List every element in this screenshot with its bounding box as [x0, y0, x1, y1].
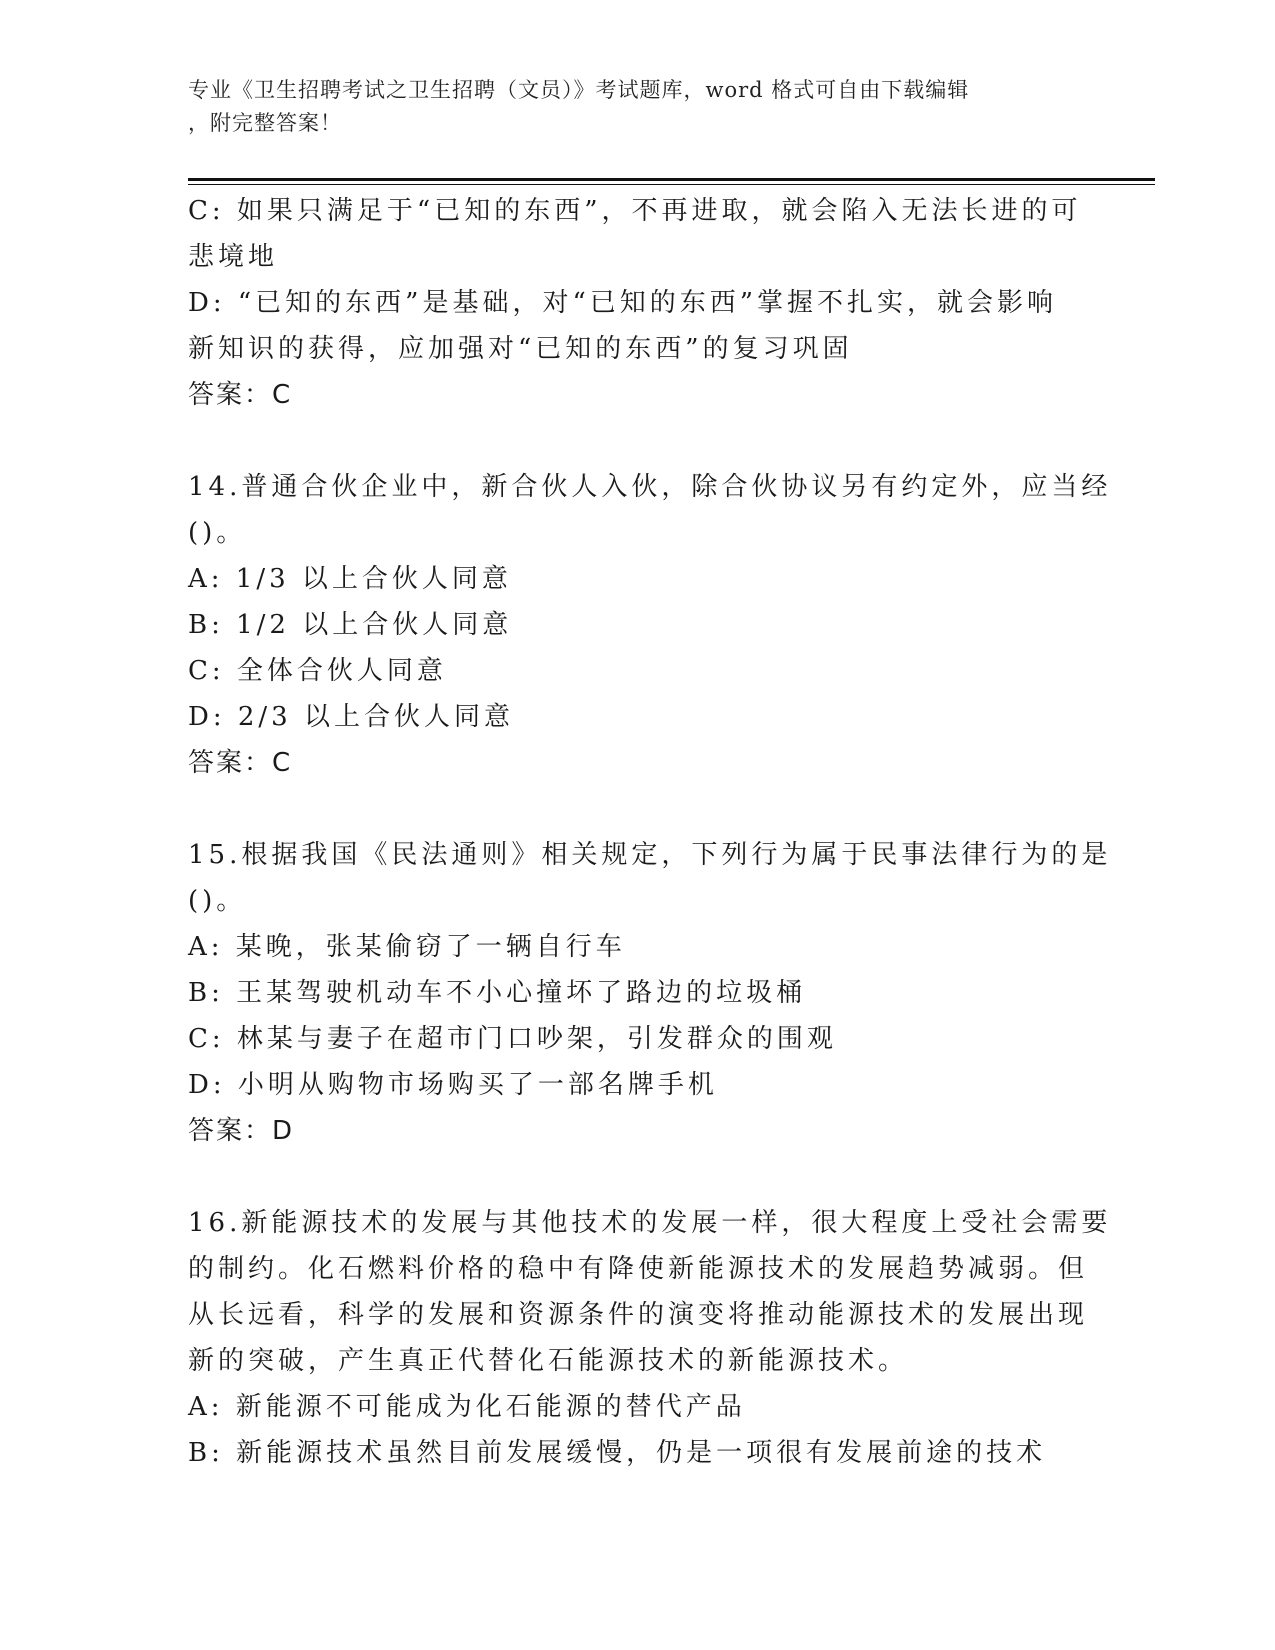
option-d: D: 小明从购物市场购买了一部名牌手机	[188, 1070, 718, 1100]
option-b: B: 新能源技术虽然目前发展缓慢，仍是一项很有发展前途的技术	[188, 1438, 1047, 1468]
page-header	[188, 74, 1088, 140]
option-c-line-2: 悲境地	[188, 242, 279, 272]
option-c-line-1: C: 如果只满足于“已知的东西”，不再进取，就会陷入无法长进的可	[188, 196, 1082, 226]
header-rule-thin	[188, 184, 1155, 185]
question-13	[188, 188, 1088, 418]
option-d: D: 2/3 以上合伙人同意	[188, 702, 514, 732]
answer: 答案：C	[188, 748, 293, 778]
answer: 答案：D	[188, 1116, 295, 1146]
question-15	[188, 832, 1112, 1154]
header-line-1: 专业《卫生招聘考试之卫生招聘（文员）》考试题库，word 格式可自由下载编辑	[188, 78, 970, 102]
option-b: B: 1/2 以上合伙人同意	[188, 610, 513, 640]
question-stem-line-2: ()。	[188, 886, 247, 916]
question-16	[188, 1200, 1112, 1476]
option-a: A: 新能源不可能成为化石能源的替代产品	[188, 1392, 746, 1422]
spacer	[188, 786, 1088, 832]
option-a: A: 1/3 以上合伙人同意	[188, 564, 512, 594]
spacer	[188, 418, 1088, 464]
question-stem-line-1: 16.新能源技术的发展与其他技术的发展一样，很大程度上受社会需要	[188, 1208, 1112, 1238]
question-stem-line-2: 的制约。化石燃料价格的稳中有降使新能源技术的发展趋势减弱。但	[188, 1254, 1089, 1284]
question-stem-line-2: ()。	[188, 518, 247, 548]
answer: 答案：C	[188, 380, 293, 410]
question-stem-line-3: 从长远看，科学的发展和资源条件的演变将推动能源技术的发展出现	[188, 1300, 1089, 1330]
option-c: C: 全体合伙人同意	[188, 656, 447, 686]
header-rule-thick	[188, 178, 1155, 181]
question-stem-line-1: 15.根据我国《民法通则》相关规定，下列行为属于民事法律行为的是	[188, 840, 1112, 870]
question-14	[188, 464, 1112, 786]
spacer	[188, 1154, 1088, 1200]
document-content	[188, 188, 1112, 1476]
option-c: C: 林某与妻子在超市门口吵架，引发群众的围观	[188, 1024, 837, 1054]
header-line-2: ，附完整答案！	[188, 111, 342, 135]
question-stem-line-1: 14.普通合伙企业中，新合伙人入伙，除合伙协议另有约定外，应当经	[188, 472, 1112, 502]
option-b: B: 王某驾驶机动车不小心撞坏了路边的垃圾桶	[188, 978, 807, 1008]
option-d-line-2: 新知识的获得，应加强对“已知的东西”的复习巩固	[188, 334, 853, 364]
option-a: A: 某晚，张某偷窃了一辆自行车	[188, 932, 626, 962]
option-d-line-1: D: “已知的东西”是基础，对“已知的东西”掌握不扎实，就会影响	[188, 288, 1058, 318]
question-stem-line-4: 新的突破，产生真正代替化石能源技术的新能源技术。	[188, 1346, 909, 1376]
